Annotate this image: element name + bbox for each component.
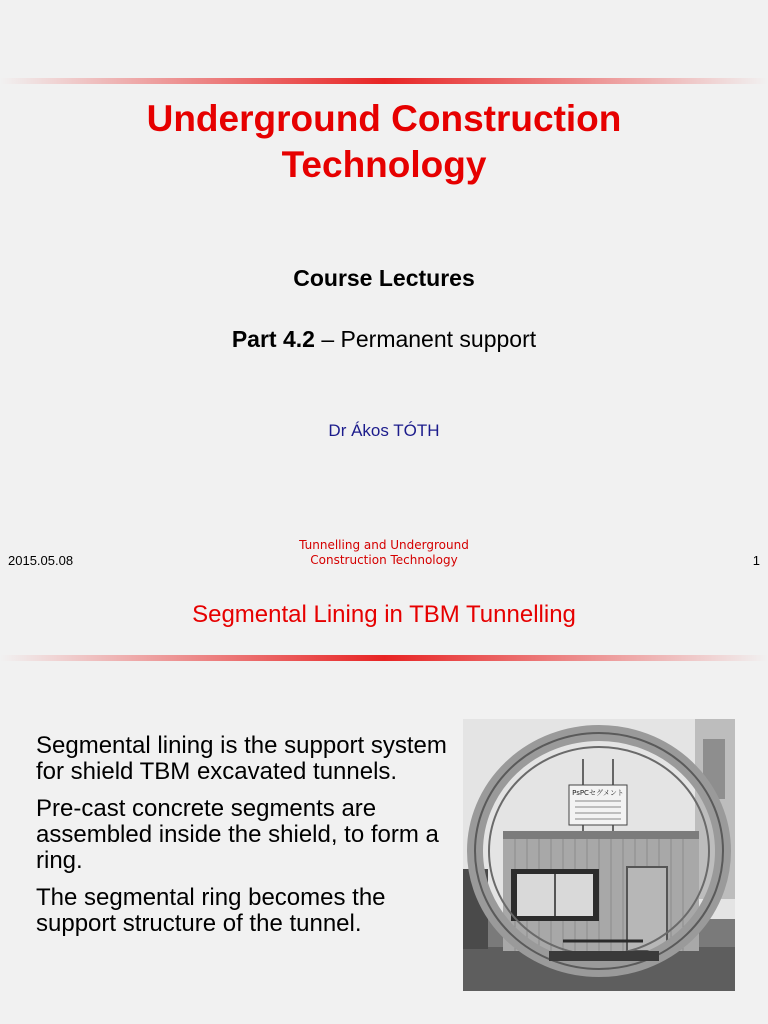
slide-title-line2: Technology (281, 144, 487, 185)
section-title: Segmental Lining in TBM Tunnelling (192, 601, 576, 628)
paragraph: The segmental ring becomes the support structure of the tunnel. (36, 884, 386, 937)
section-divider (0, 655, 768, 661)
body-text (36, 733, 456, 948)
author-name: Dr Ákos TÓTH (328, 421, 440, 440)
part-line (0, 326, 768, 353)
slide-title (0, 96, 768, 188)
paragraph: Pre-cast concrete segments are assembled inside the shield, to form a ring. (36, 795, 439, 874)
footer-course-title (234, 538, 534, 568)
footer-course-line2: Construction Technology (310, 553, 458, 567)
slide-title-line1: Underground Construction (146, 98, 622, 139)
paragraph: Segmental lining is the support system for shield TBM excavated tunnels. (36, 732, 447, 785)
photo-sign-text: PsPCセグメント (572, 789, 624, 797)
top-divider (0, 78, 768, 84)
part-label: Part 4.2 (231, 326, 315, 352)
course-subtitle: Course Lectures (293, 265, 475, 291)
part-description: – Permanent support (314, 326, 537, 352)
page-number: 1 (752, 553, 760, 568)
footer-course-line1: Tunnelling and Underground (299, 538, 469, 552)
segment-ring-photo (463, 719, 735, 991)
footer-date: 2015.05.08 (8, 553, 74, 568)
